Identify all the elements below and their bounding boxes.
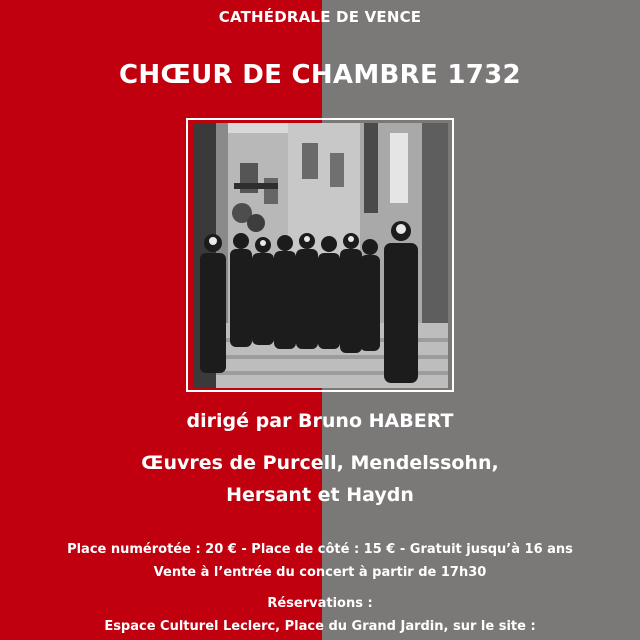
ticket-sale-line: Vente à l’entrée du concert à partir de 17h30 bbox=[153, 565, 487, 580]
works-line-2: Hersant et Haydn bbox=[226, 484, 414, 506]
reservations-place: Espace Culturel Leclerc, Place du Grand Jardin, sur le site : bbox=[104, 619, 536, 634]
venue-heading: CATHÉDRALE DE VENCE bbox=[218, 8, 422, 26]
conductor-line: dirigé par Bruno HABERT bbox=[186, 410, 454, 432]
poster-title: CHŒUR DE CHAMBRE 1732 bbox=[119, 60, 521, 90]
works-line-1: Œuvres de Purcell, Mendelssohn, bbox=[141, 452, 499, 474]
prices-line: Place numérotée : 20 € - Place de côté : 15 € - Gratuit jusqu’à 16 ans bbox=[67, 542, 573, 557]
reservations-label: Réservations : bbox=[267, 596, 373, 611]
choir-photo bbox=[194, 123, 448, 388]
